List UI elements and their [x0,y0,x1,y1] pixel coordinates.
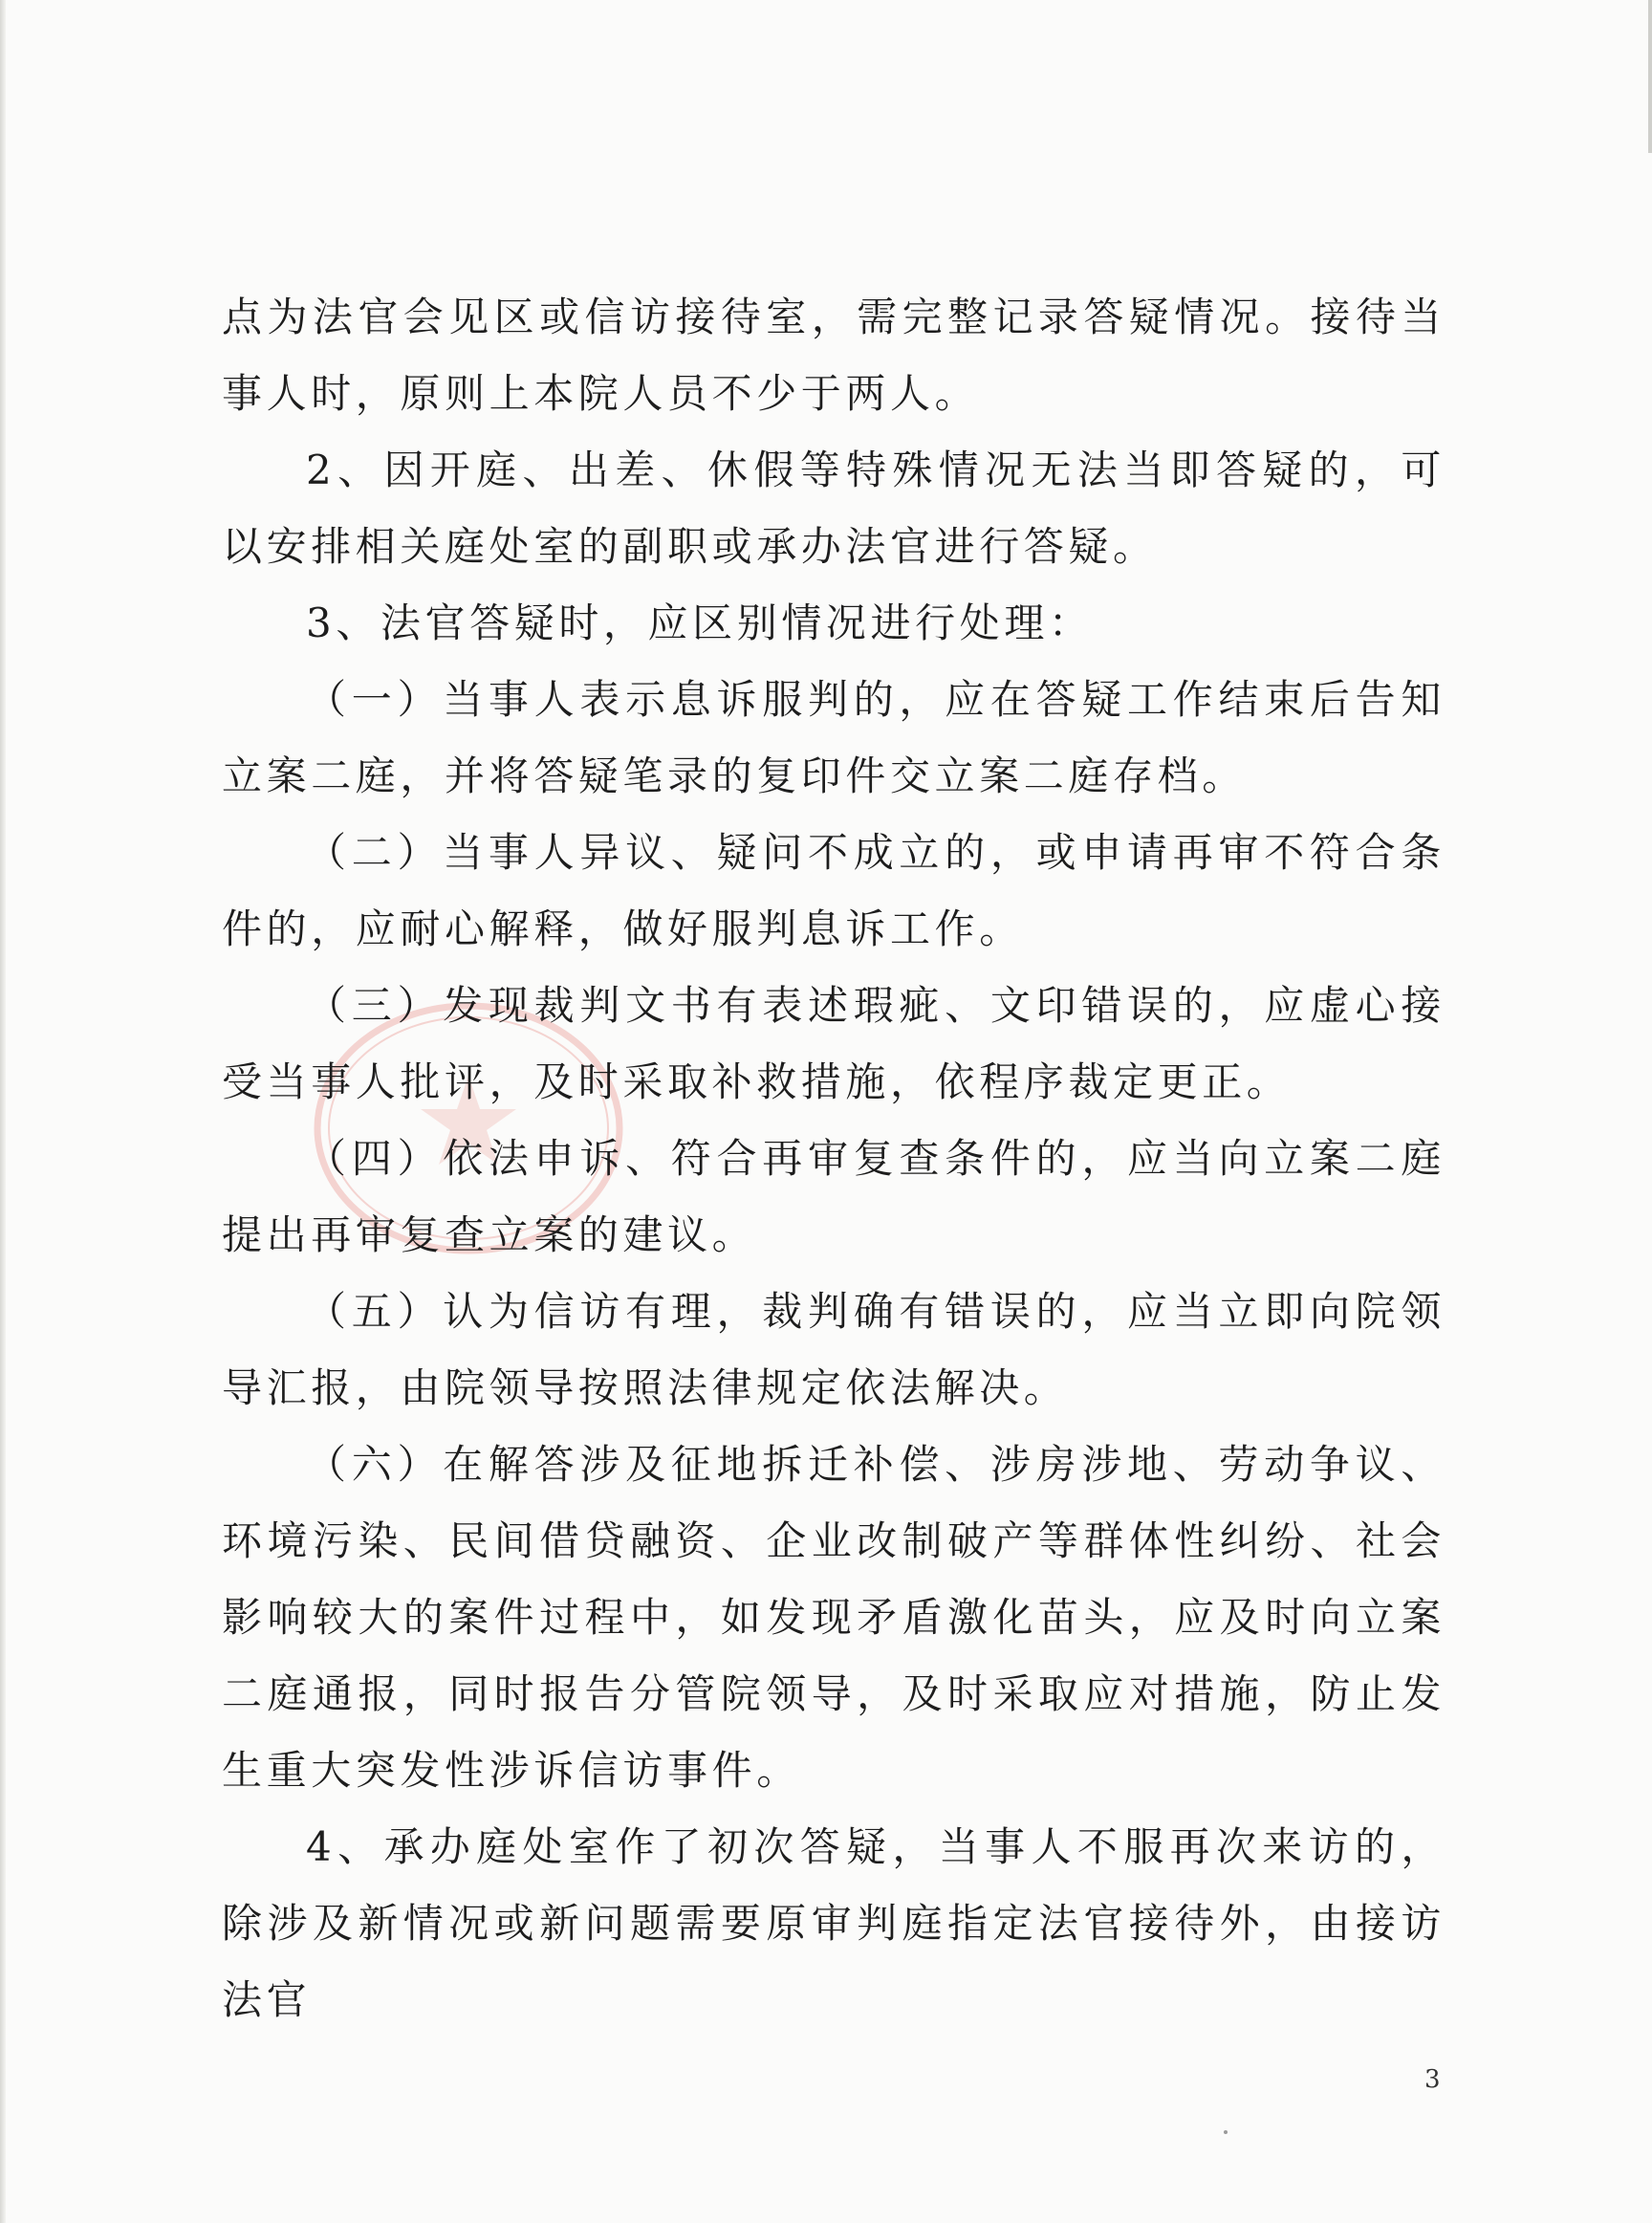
paragraph-sub-1: （一）当事人表示息诉服判的，应在答疑工作结束后告知立案二庭，并将答疑笔录的复印件交立案二庭存档。 [222,676,1446,799]
paragraph-sub-3: （三）发现裁判文书有表述瑕疵、文印错误的，应虚心接受当事人批评，及时采取补救措施，依程序裁定更正。 [222,982,1446,1105]
paragraph-sub-5: （五）认为信访有理，裁判确有错误的，应当立即向院领导汇报，由院领导按照法律规定依法解决。 [222,1288,1446,1411]
page-number: 3 [1424,2065,1441,2094]
paragraph-sub-6: （六）在解答涉及征地拆迁补偿、涉房涉地、劳动争议、环境污染、民间借贷融资、企业改制破产等群体性纠纷、社会影响较大的案件过程中，如发现矛盾激化苗头，应及时向立案二庭通报，同时报告分管院领导，及时采取应对措施，防止发生重大突发性涉诉信访事件。 [222,1441,1446,1794]
body-text [222,279,1446,2038]
paragraph-item-3: 3、法官答疑时，应区别情况进行处理： [306,599,1094,646]
paragraph-sub-4: （四）依法申诉、符合再审复查条件的，应当向立案二庭提出再审复查立案的建议。 [222,1135,1446,1258]
scan-speck [1224,2130,1228,2134]
paragraph-item-2: 2、因开庭、出差、休假等特殊情况无法当即答疑的，可以安排相关庭处室的副职或承办法官进行答疑。 [222,447,1446,570]
paragraph-continuation: 点为法官会见区或信访接待室，需完整记录答疑情况。接待当事人时，原则上本院人员不少于两人。 [222,294,1446,417]
paragraph-sub-2: （二）当事人异议、疑问不成立的，或申请再审不符合条件的，应耐心解释，做好服判息诉工作。 [222,829,1446,952]
paragraph-item-4: 4、承办庭处室作了初次答疑，当事人不服再次来访的，除涉及新情况或新问题需要原审判庭指定法官接待外，由接访法官 [222,1823,1446,2023]
scan-edge-left [0,0,6,2223]
scan-edge-right [1648,0,1652,153]
